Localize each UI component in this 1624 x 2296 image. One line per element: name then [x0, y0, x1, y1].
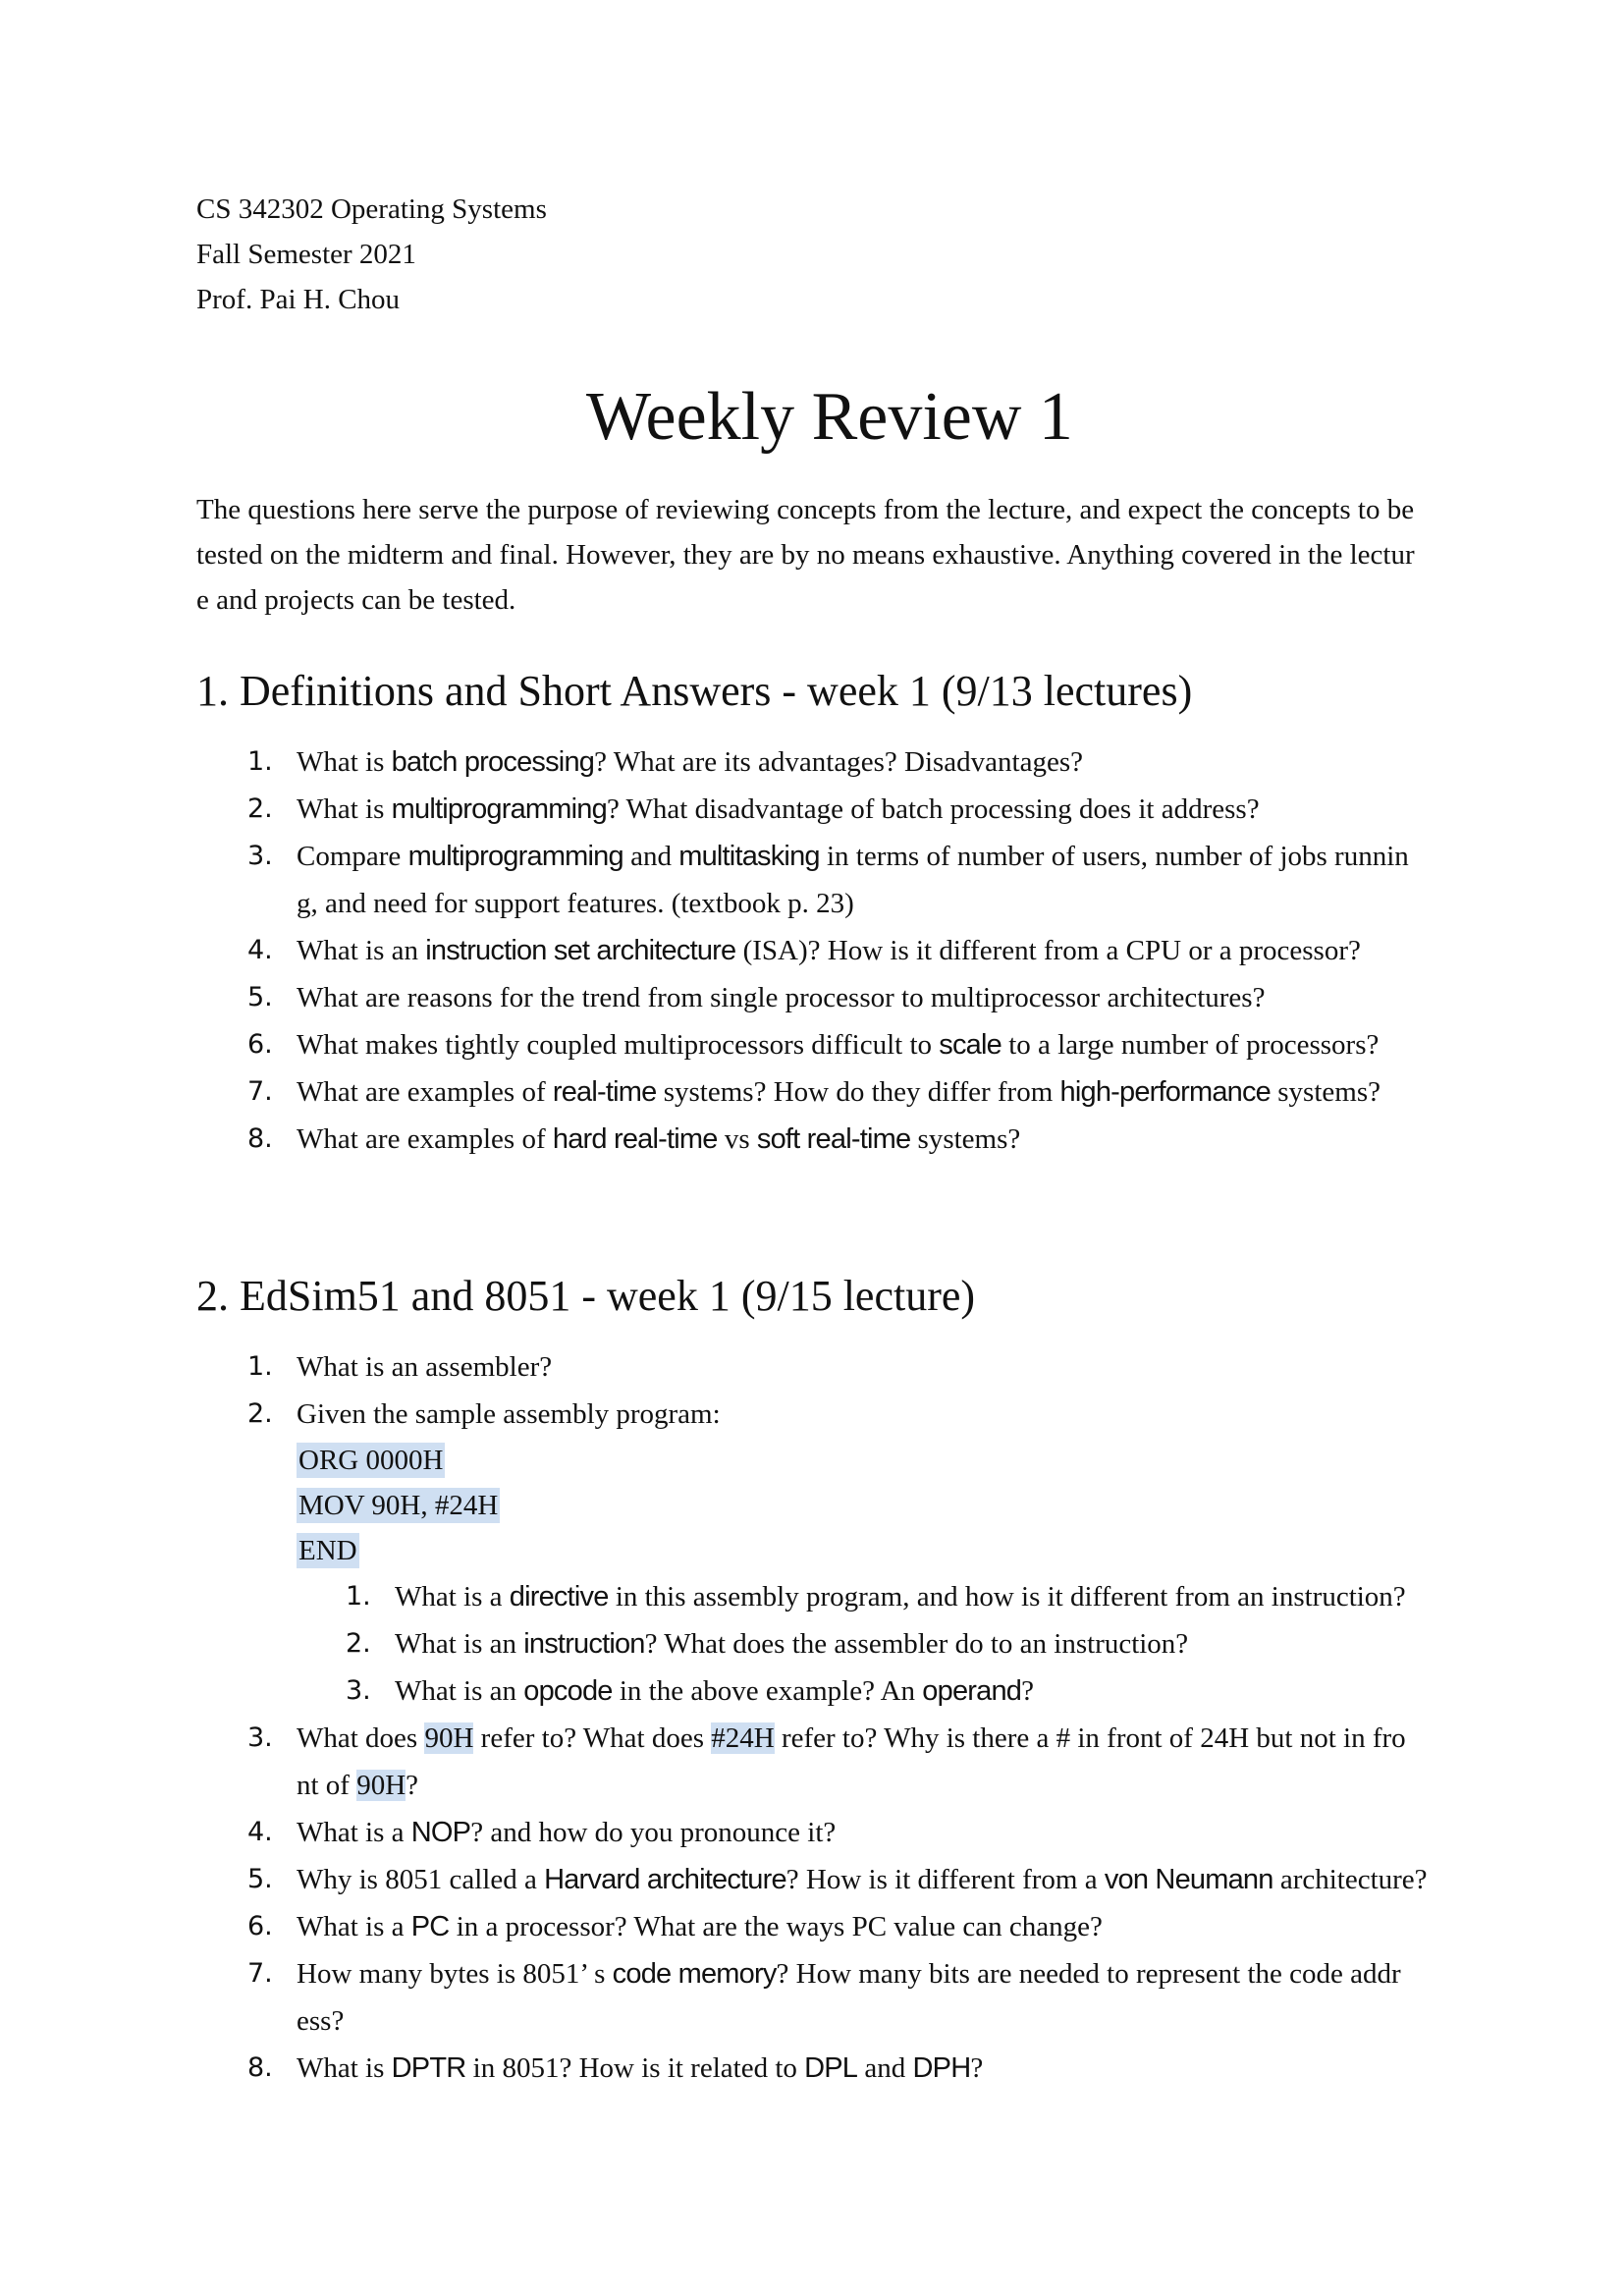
- list-item: [196, 1809, 1443, 1856]
- key-term: NOP: [410, 1817, 471, 1848]
- question-text: What are examples of: [297, 1123, 553, 1155]
- code-line: [196, 1528, 1443, 1573]
- question-text: ess?: [297, 2005, 345, 2037]
- list-item: [196, 1021, 1443, 1068]
- question-text: (ISA)? How is it different from a CPU or a processor?: [735, 935, 1361, 966]
- question-text: What is an: [395, 1628, 524, 1660]
- item-number: 4.: [247, 1817, 273, 1847]
- question-text: refer to? Why is there a # in front of 24H but not in fro: [774, 1722, 1406, 1754]
- item-number: 5.: [247, 1864, 273, 1894]
- item-number: 3.: [247, 1722, 273, 1753]
- key-term: soft real-time: [756, 1123, 911, 1155]
- code-text: ORG 0000H: [298, 1445, 444, 1476]
- question-list-1: [196, 738, 1443, 1163]
- question-text: and: [857, 2052, 913, 2084]
- question-text: in the above example? An: [612, 1675, 923, 1707]
- question-text: What does: [297, 1722, 425, 1754]
- key-term: multiprogramming: [407, 841, 623, 872]
- code-line: [196, 1438, 1443, 1483]
- key-term: operand: [922, 1675, 1022, 1707]
- key-term: real-time: [552, 1076, 657, 1108]
- question-text: Why is 8051 called a: [297, 1864, 545, 1895]
- question-text: What is: [297, 2052, 392, 2084]
- list-item: [196, 1391, 1443, 1438]
- list-item: [196, 1715, 1443, 1809]
- item-number: 6.: [247, 1029, 273, 1060]
- question-text: ?: [406, 1770, 419, 1801]
- document-page: [196, 187, 1443, 2092]
- key-term: Harvard architecture: [544, 1864, 786, 1895]
- highlighted-code: #24H: [711, 1722, 775, 1754]
- key-term: von Neumann: [1104, 1864, 1273, 1895]
- professor: Prof. Pai H. Chou: [196, 284, 401, 315]
- highlighted-code: 90H: [424, 1722, 474, 1754]
- list-item: [196, 833, 1443, 927]
- question-text: vs: [717, 1123, 757, 1155]
- code-text: MOV 90H, #24H: [298, 1490, 499, 1521]
- question-text: in terms of number of users, number of jobs runnin: [819, 841, 1409, 872]
- list-item: [196, 1856, 1443, 1903]
- key-term: DPTR: [391, 2052, 466, 2084]
- question-text: ? How is it different from a: [785, 1864, 1105, 1895]
- question-text: to a large number of processors?: [1001, 1029, 1380, 1061]
- key-term: code memory: [612, 1958, 777, 1990]
- question-text: What is an assembler?: [297, 1351, 553, 1383]
- question-text: systems?: [910, 1123, 1021, 1155]
- key-term: instruction: [523, 1628, 645, 1660]
- question-text: Compare: [297, 841, 408, 872]
- section-heading-2: 2. EdSim51 and 8051 - week 1 (9/15 lecture): [196, 1272, 976, 1320]
- key-term: scale: [939, 1029, 1001, 1061]
- question-list-2-continued: [196, 1715, 1443, 2092]
- question-text: ? What does the assembler do to an instruction?: [644, 1628, 1189, 1660]
- question-text: architecture?: [1272, 1864, 1428, 1895]
- code-text: END: [298, 1535, 357, 1566]
- question-text-continued: [297, 1762, 1443, 1809]
- question-text: ? How many bits are needed to represent the code addr: [776, 1958, 1401, 1990]
- question-text: What is: [297, 793, 392, 825]
- question-text: refer to? What does: [473, 1722, 712, 1754]
- sub-question-list: [196, 1573, 1443, 1715]
- question-text: systems?: [1271, 1076, 1380, 1108]
- question-text: in a processor? What are the ways PC value can change?: [449, 1911, 1103, 1942]
- highlighted-code: 90H: [356, 1770, 406, 1801]
- item-number: 2.: [247, 793, 273, 824]
- item-number: 3.: [346, 1675, 371, 1706]
- list-item: [196, 1343, 1443, 1391]
- key-term: PC: [410, 1911, 450, 1942]
- key-term: instruction set architecture: [425, 935, 736, 966]
- question-text: How many bytes is 8051’ s: [297, 1958, 613, 1990]
- question-text: ?: [970, 2052, 984, 2084]
- question-text: ? and how do you pronounce it?: [470, 1817, 837, 1848]
- question-list-2: [196, 1343, 1443, 1438]
- item-number: 1.: [247, 1351, 273, 1382]
- item-number: 8.: [247, 1123, 273, 1154]
- question-text: What is a: [395, 1581, 510, 1613]
- question-text: in this assembly program, and how is it different from an instruction?: [608, 1581, 1406, 1613]
- item-number: 8.: [247, 2052, 273, 2083]
- key-term: multiprogramming: [391, 793, 607, 825]
- list-item: [196, 738, 1443, 786]
- intro-line: The questions here serve the purpose of reviewing concepts from the lecture, and expect the concepts to be: [196, 494, 1415, 525]
- question-text: What is an: [395, 1675, 524, 1707]
- item-number: 7.: [247, 1958, 273, 1989]
- question-text: and: [623, 841, 679, 872]
- intro-line: tested on the midterm and final. However, they are by no means exhaustive. Anything covered in the lectur: [196, 539, 1415, 571]
- key-term: DPL: [804, 2052, 858, 2084]
- list-item: [196, 1068, 1443, 1116]
- question-text: ? What disadvantage of batch processing does it address?: [606, 793, 1260, 825]
- key-term: batch processing: [391, 746, 595, 778]
- list-item: [196, 786, 1443, 833]
- key-term: DPH: [912, 2052, 971, 2084]
- course-header: [196, 187, 1443, 322]
- key-term: multitasking: [678, 841, 820, 872]
- question-text: nt of: [297, 1770, 357, 1801]
- list-item: [196, 1903, 1443, 1950]
- question-text: What makes tightly coupled multiprocessors difficult to: [297, 1029, 940, 1061]
- question-text: What is a: [297, 1817, 411, 1848]
- question-text: What is a: [297, 1911, 411, 1942]
- section-heading-1: 1. Definitions and Short Answers - week 1 (9/13 lectures): [196, 667, 1193, 715]
- page-title: Weekly Review 1: [586, 379, 1073, 455]
- list-item: [196, 1667, 1443, 1715]
- code-block: [196, 1438, 1443, 1573]
- list-item: [196, 1620, 1443, 1667]
- key-term: opcode: [523, 1675, 613, 1707]
- item-number: 5.: [247, 982, 273, 1012]
- question-text: What are examples of: [297, 1076, 553, 1108]
- item-number: 7.: [247, 1076, 273, 1107]
- question-text: What is an: [297, 935, 426, 966]
- item-number: 2.: [346, 1628, 371, 1659]
- item-number: 3.: [247, 841, 273, 871]
- list-item: [196, 1950, 1443, 2045]
- key-term: directive: [509, 1581, 609, 1613]
- item-number: 6.: [247, 1911, 273, 1941]
- question-text: ? What are its advantages? Disadvantages?: [594, 746, 1083, 778]
- intro-line: e and projects can be tested.: [196, 584, 516, 616]
- code-line: [196, 1483, 1443, 1528]
- list-item: [196, 1573, 1443, 1620]
- key-term: high-performance: [1059, 1076, 1272, 1108]
- course-name: CS 342302 Operating Systems: [196, 193, 547, 225]
- item-number: 1.: [247, 746, 273, 777]
- item-number: 2.: [247, 1398, 273, 1429]
- intro-paragraph: [196, 487, 1443, 623]
- question-text: What are reasons for the trend from single processor to multiprocessor architectures?: [297, 982, 1266, 1013]
- question-text: systems? How do they differ from: [656, 1076, 1060, 1108]
- list-item: [196, 2045, 1443, 2092]
- list-item: [196, 974, 1443, 1021]
- list-item: [196, 927, 1443, 974]
- question-text: ?: [1021, 1675, 1034, 1707]
- question-text: Given the sample assembly program:: [297, 1398, 721, 1430]
- list-item: [196, 1116, 1443, 1163]
- semester: Fall Semester 2021: [196, 239, 416, 270]
- item-number: 4.: [247, 935, 273, 965]
- key-term: hard real-time: [552, 1123, 718, 1155]
- question-text: in 8051? How is it related to: [465, 2052, 805, 2084]
- item-number: 1.: [346, 1581, 371, 1612]
- question-text: What is: [297, 746, 392, 778]
- question-text: g, and need for support features. (textbook p. 23): [297, 888, 854, 919]
